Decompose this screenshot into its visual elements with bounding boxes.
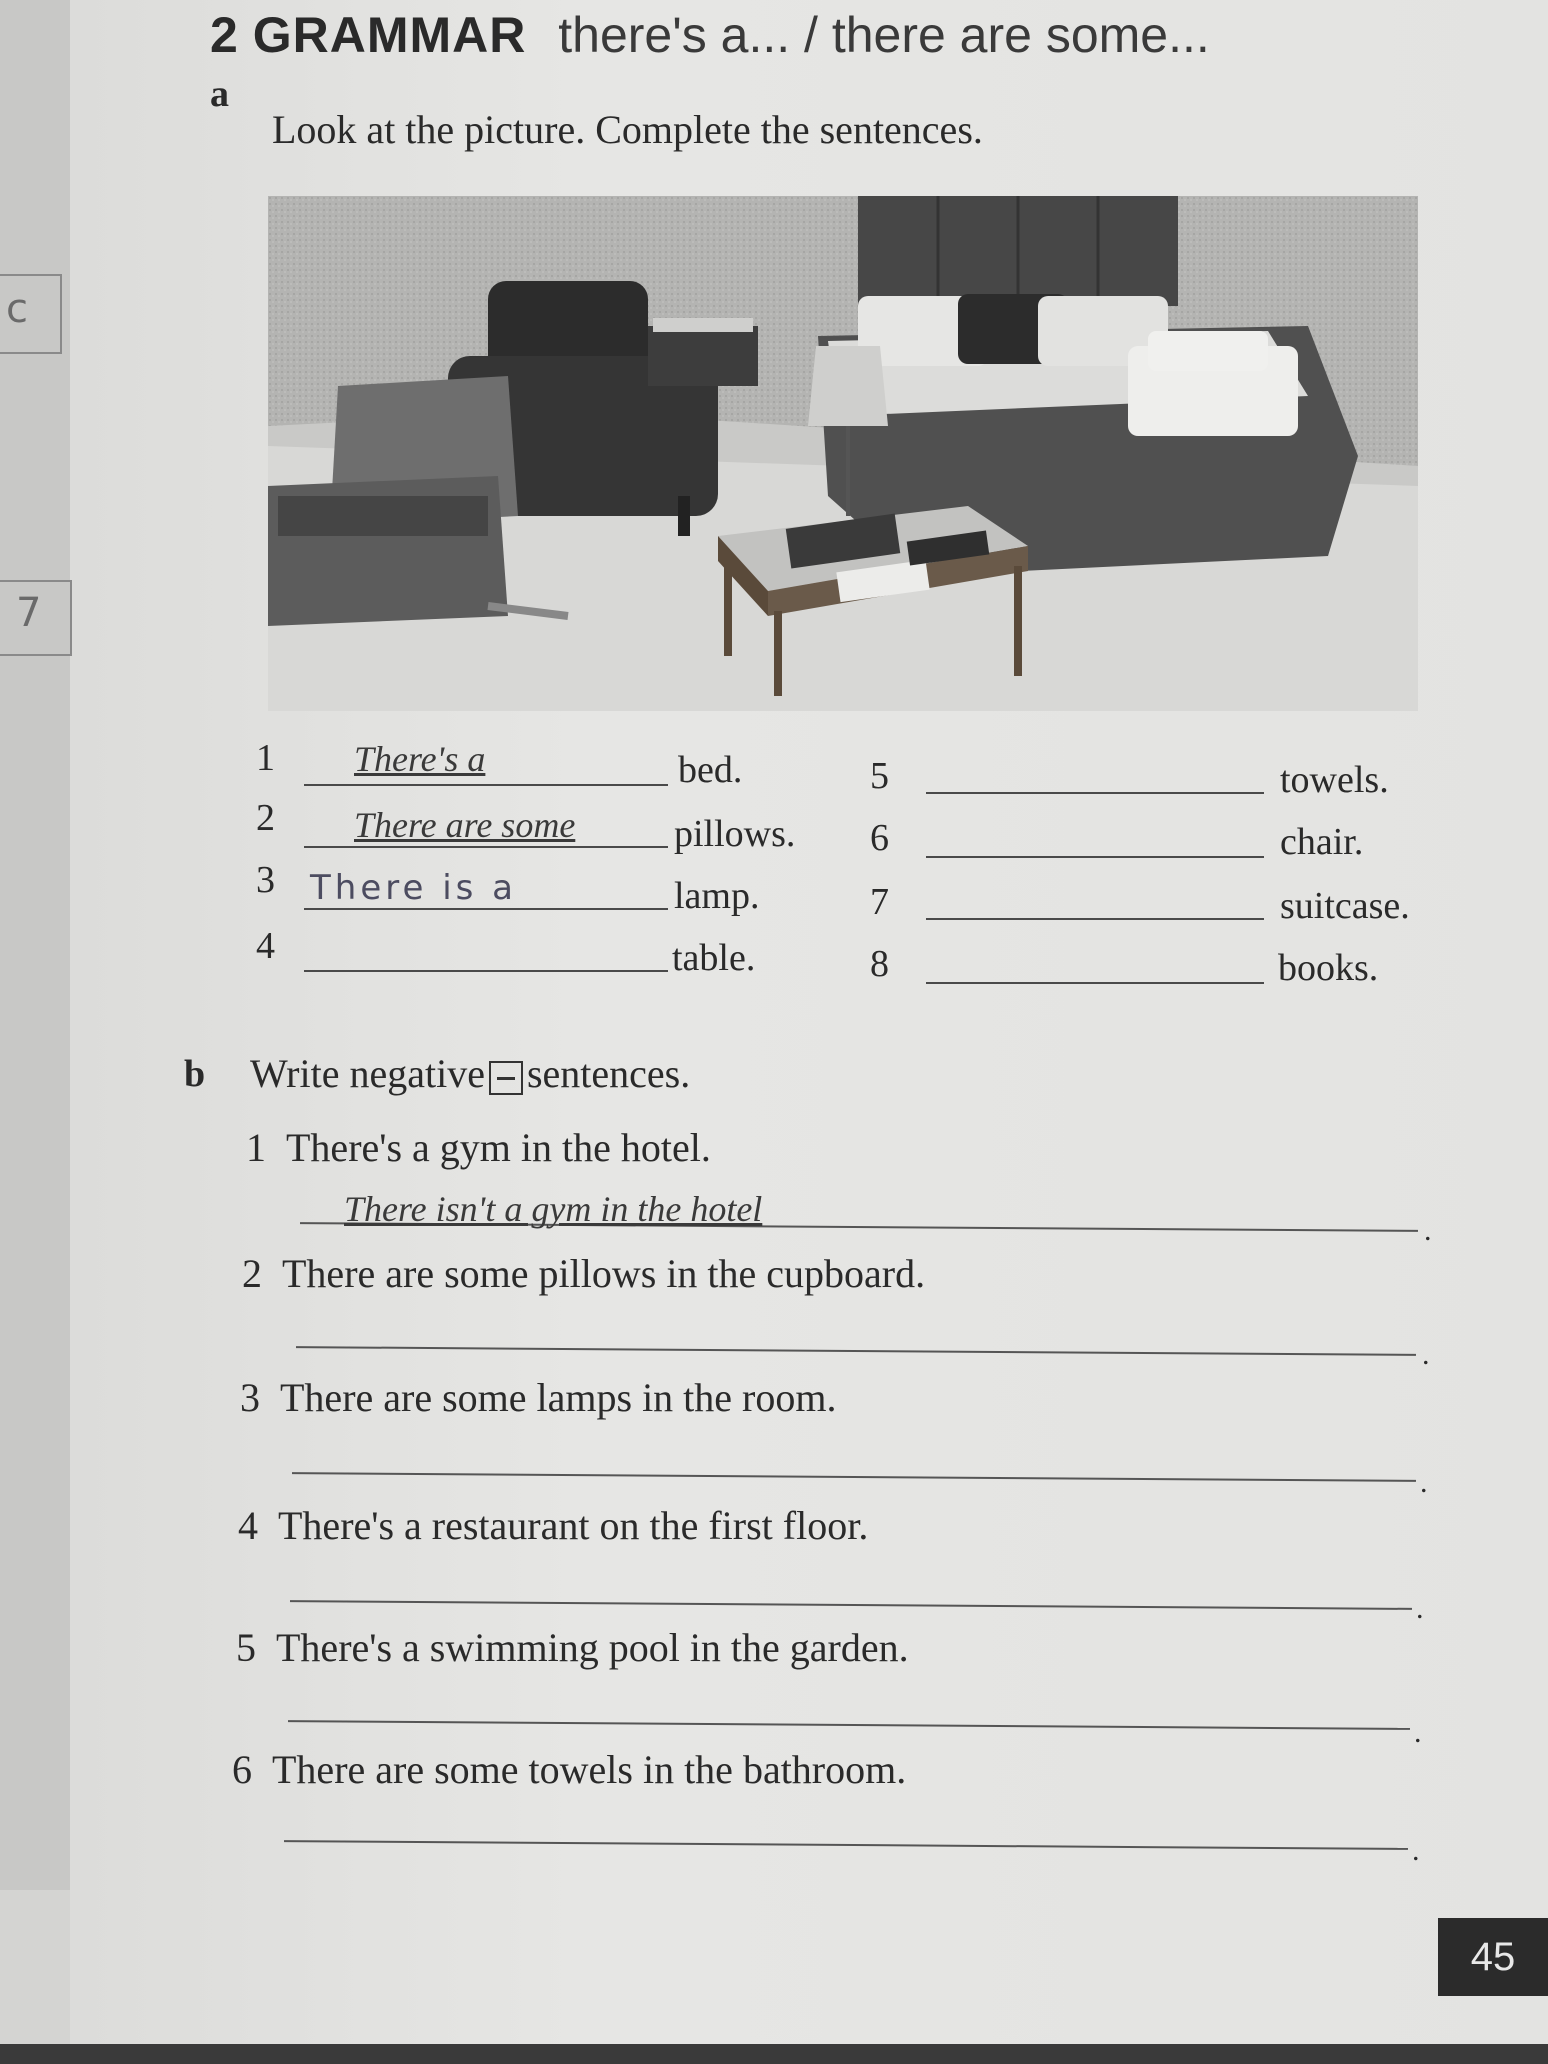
margin-mark: c: [6, 286, 28, 332]
item-number: 3: [256, 859, 275, 901]
item-number: 2: [242, 1251, 262, 1296]
item-number: 1: [256, 737, 275, 779]
answer-blank[interactable]: [304, 970, 668, 972]
item-number: 8: [870, 943, 889, 985]
item-word: lamp.: [674, 875, 760, 917]
sentence-text: There are some pillows in the cupboard.: [282, 1251, 926, 1296]
item-word: bed.: [678, 749, 743, 791]
item-number: 3: [240, 1375, 260, 1420]
answer-blank[interactable]: [926, 856, 1264, 858]
item-word: towels.: [1280, 759, 1389, 801]
page-number: 45: [1438, 1918, 1548, 1996]
sentence-text: There's a gym in the hotel.: [286, 1125, 711, 1170]
heading-subtitle: there's a... / there are some...: [558, 7, 1210, 63]
prompt-sentence: [242, 1250, 925, 1297]
prompt-sentence: [240, 1374, 836, 1421]
answer-blank[interactable]: [304, 784, 668, 786]
minus-box-icon: [489, 1061, 523, 1095]
sentence-text: There are some towels in the bathroom.: [272, 1747, 907, 1792]
sentence-text: There are some lamps in the room.: [280, 1375, 837, 1420]
instruction-text: Write negative: [250, 1051, 485, 1096]
item-word: chair.: [1280, 821, 1364, 863]
full-stop: .: [1414, 1716, 1422, 1749]
item-number: 4: [256, 925, 275, 967]
full-stop: .: [1420, 1466, 1428, 1499]
item-number: 2: [256, 797, 275, 839]
page-edge-shadow: [0, 2044, 1548, 2064]
filled-answer: There's a: [354, 739, 486, 779]
heading-number: 2: [210, 7, 239, 63]
full-stop: .: [1416, 1592, 1424, 1625]
exercise-b-instruction: [250, 1050, 690, 1097]
item-number: 5: [870, 755, 889, 797]
hotel-room-picture: [268, 196, 1418, 711]
exercise-a-label: a: [210, 73, 229, 115]
hotel-room-illustration: [268, 196, 1418, 711]
full-stop: .: [1422, 1338, 1430, 1371]
answer-blank[interactable]: [926, 982, 1264, 984]
full-stop: .: [1412, 1834, 1420, 1867]
prompt-sentence: [238, 1502, 868, 1549]
prompt-sentence: [246, 1124, 711, 1171]
prompt-sentence: [236, 1624, 909, 1671]
answer-blank[interactable]: [926, 792, 1264, 794]
answer-blank[interactable]: [304, 846, 668, 848]
item-word: books.: [1278, 947, 1379, 989]
sentence-text: There's a restaurant on the first floor.: [278, 1503, 869, 1548]
item-number: 7: [870, 881, 889, 923]
answer-blank[interactable]: [304, 908, 668, 910]
item-number: 5: [236, 1625, 256, 1670]
answer-blank[interactable]: [926, 918, 1264, 920]
margin-mark: 7: [16, 590, 42, 636]
exercise-b-label: b: [184, 1053, 206, 1095]
exercise-a-instruction: Look at the picture. Complete the sentences.: [272, 107, 983, 152]
item-number: 1: [246, 1125, 266, 1170]
full-stop: .: [1424, 1214, 1432, 1247]
sentence-text: There's a swimming pool in the garden.: [276, 1625, 909, 1670]
item-word: suitcase.: [1280, 885, 1410, 927]
prompt-sentence: [232, 1746, 906, 1793]
item-number: 6: [232, 1747, 252, 1792]
item-number: 4: [238, 1503, 258, 1548]
filled-answer: There are some: [354, 805, 576, 845]
item-word: table.: [672, 937, 756, 979]
heading-title: GRAMMAR: [252, 7, 527, 63]
section-heading: [210, 6, 1210, 64]
item-number: 6: [870, 817, 889, 859]
handwritten-answer: There is a: [310, 868, 517, 908]
margin-mark-box: [0, 274, 62, 354]
filled-answer: There isn't a gym in the hotel: [344, 1189, 763, 1229]
instruction-text: sentences.: [526, 1051, 691, 1096]
margin-mark-box: [0, 580, 72, 656]
item-word: pillows.: [674, 813, 796, 855]
